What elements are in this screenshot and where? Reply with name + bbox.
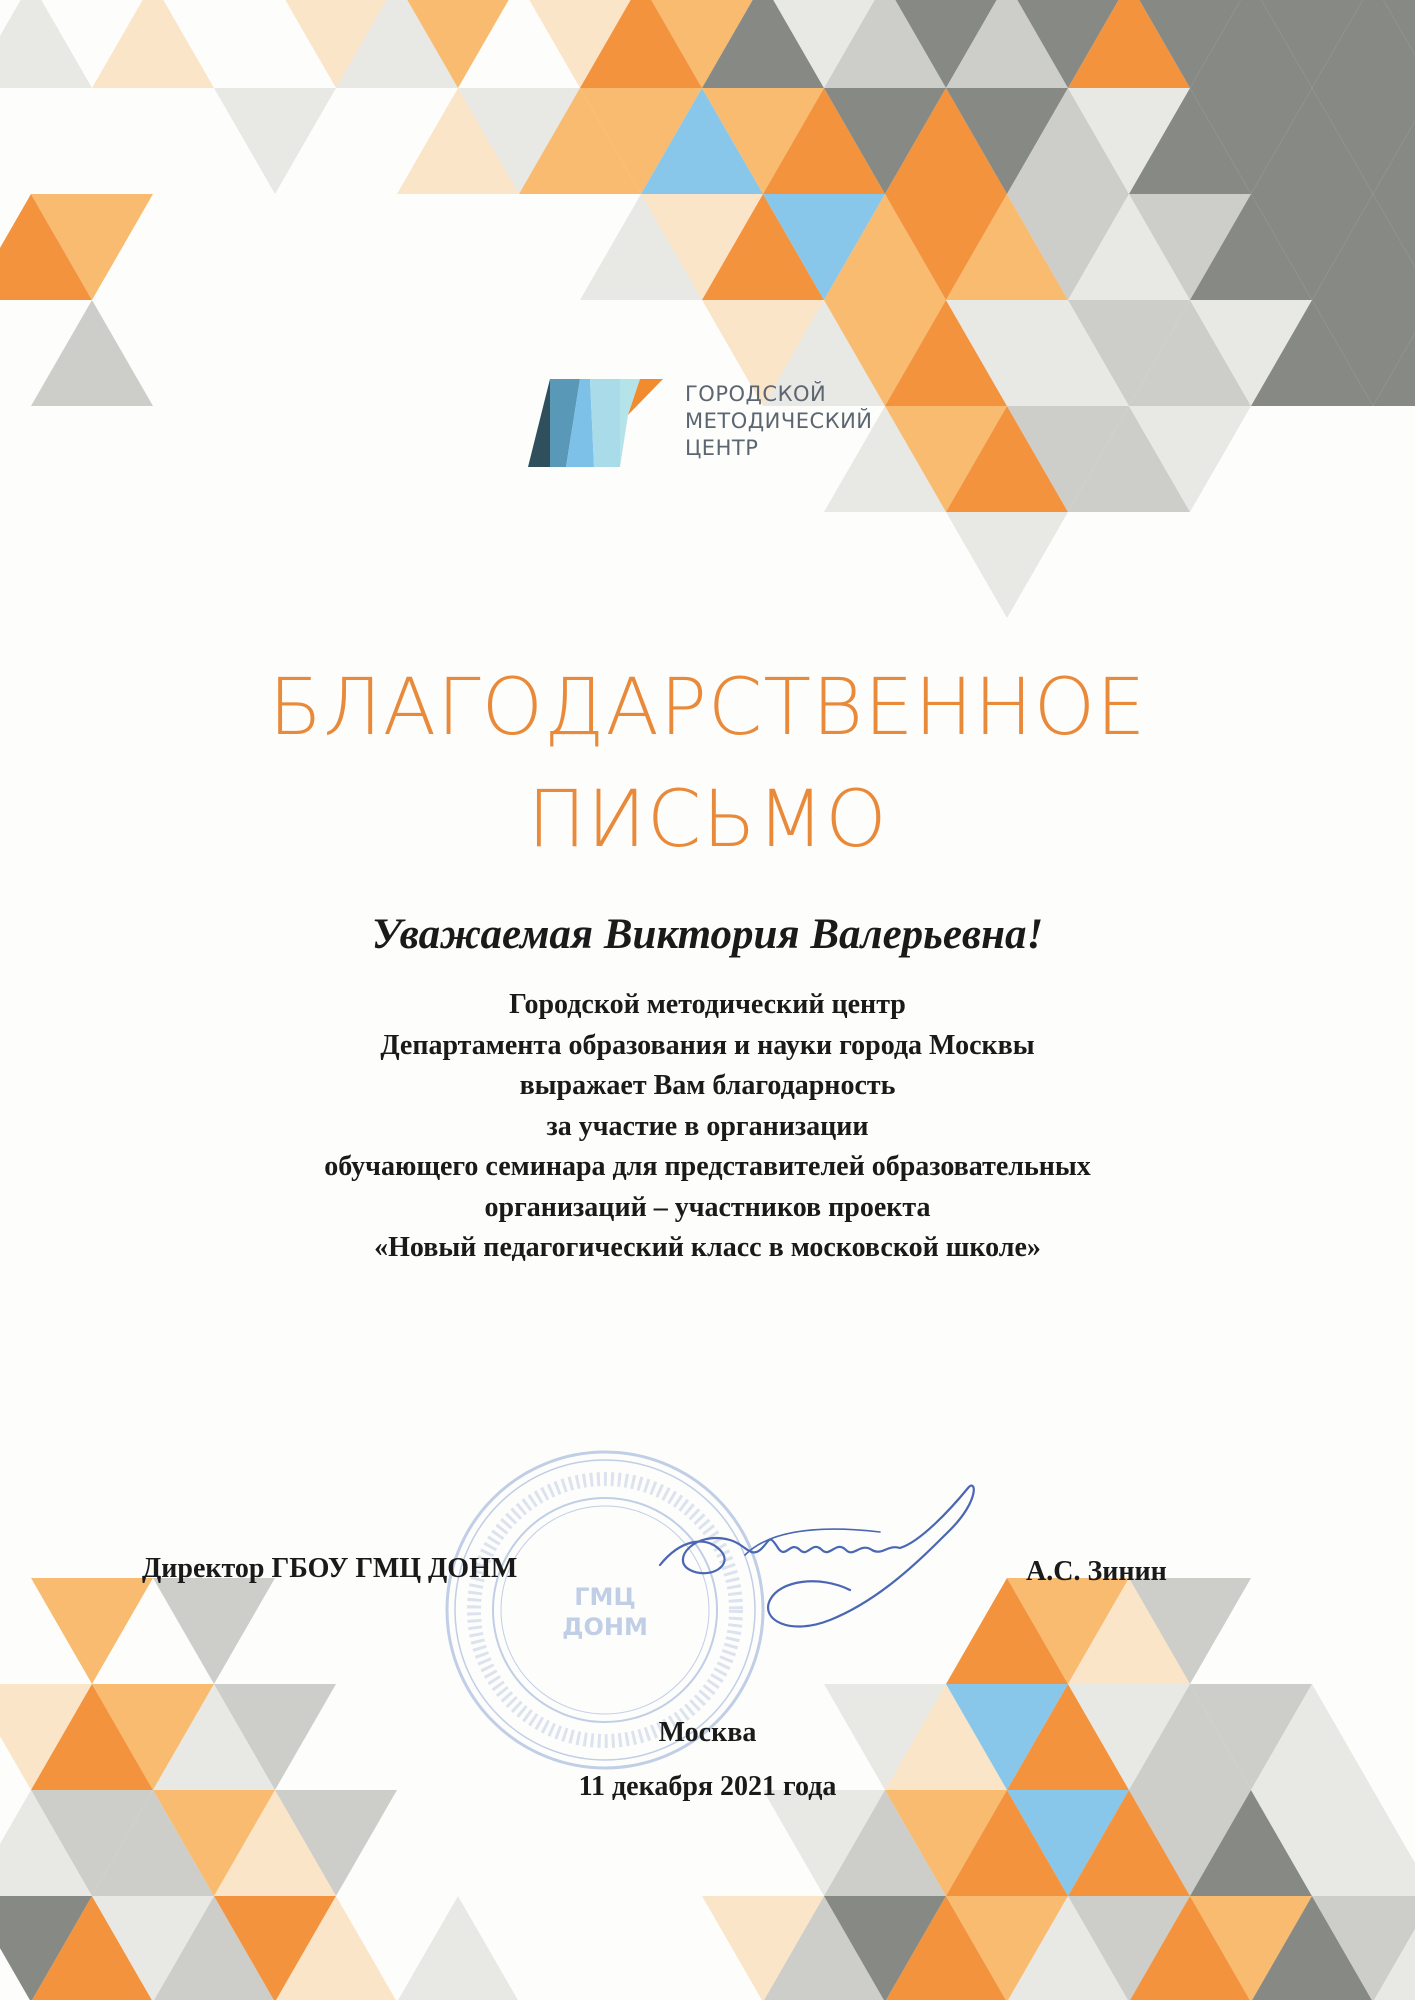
stamp-center-line1: ГМЦ — [574, 1583, 636, 1611]
logo-line-3: ЦЕНТР — [685, 436, 759, 460]
logo-line-1: ГОРОДСКОЙ — [685, 382, 827, 406]
logo-line-2: МЕТОДИЧЕСКИЙ — [685, 409, 873, 433]
letter-body — [0, 985, 1415, 1269]
signer-name: А.С. Зинин — [1026, 1556, 1167, 1587]
body-line: обучающего семинара для представителей образовательных — [324, 1151, 1091, 1182]
body-line: Городской методический центр — [509, 989, 906, 1020]
body-line: выражает Вам благодарность — [519, 1070, 896, 1101]
body-line: организаций – участников проекта — [484, 1191, 931, 1223]
body-line: за участие в организации — [546, 1110, 869, 1142]
signer-position: Директор ГБОУ ГМЦ ДОНМ — [142, 1553, 518, 1584]
title-line-1: БЛАГОДАРСТВЕННОЕ — [268, 663, 1147, 753]
body-line: «Новый педагогический класс в московской школе» — [374, 1232, 1041, 1263]
logo-text — [685, 381, 873, 462]
body-line: Департамента образования и науки города Москвы — [380, 1029, 1035, 1061]
logo-mark-icon — [528, 375, 678, 475]
title-line-2: ПИСЬМО — [527, 775, 888, 865]
city: Москва — [658, 1717, 757, 1748]
logo — [528, 375, 908, 475]
handwritten-signature — [650, 1470, 990, 1650]
stamp-center-line2: ДОНМ — [562, 1613, 648, 1641]
date: 11 декабря 2021 года — [578, 1771, 837, 1802]
greeting: Уважаемая Виктория Валерьевна! — [371, 911, 1044, 958]
